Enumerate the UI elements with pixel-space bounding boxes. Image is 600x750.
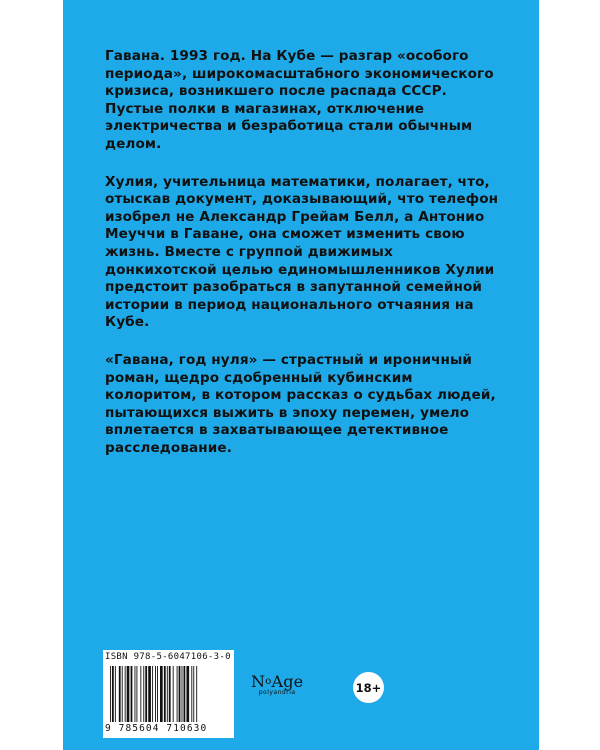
barcode-icon xyxy=(109,666,229,722)
publisher-logo xyxy=(251,672,303,696)
blurb-text xyxy=(105,48,505,477)
age-rating-badge: 18+ xyxy=(353,672,384,703)
logo-letter-n: N xyxy=(251,672,266,691)
isbn-label: ISBN 978-5-6047106-3-0 xyxy=(105,652,231,662)
blurb-paragraph-3: «Гавана, год нуля» — страстный и ироничный роман, щедро сдобренный кубинским колоритом, в котором рассказ о судьбах людей, пытающихся выжить в эпоху перемен, умело вплетается в захватывающее детективное расследование. xyxy=(105,351,496,456)
logo-word-age: Age xyxy=(271,672,304,691)
blurb-paragraph-1: Гавана. 1993 год. На Кубе — разгар «особого периода», широкомасштабного экономического кризиса, возникшего после распада СССР. Пустые полки в магазинах, отключение электричества и безработица стали обычным делом. xyxy=(105,48,494,152)
publisher-imprint: polyandria xyxy=(258,689,296,696)
barcode-digits: 9 785604 710630 xyxy=(105,723,208,734)
book-back-cover xyxy=(63,0,539,750)
logo-letter-o: o xyxy=(265,676,272,687)
barcode-box xyxy=(103,650,234,738)
blurb-paragraph-2: Хулия, учительница математики, полагает, что, отыскав документ, доказывающий, что телефон изобрел не Александр Грейам Белл, а Антонио Меуччи в Гаване, она сможет изменить свою жизнь. Вместе с группой движимых донкихотской целью единомышленников Хулии предстоит разобраться в запутанной семейной истории в период национального отчаяния на Кубе. xyxy=(105,173,499,331)
